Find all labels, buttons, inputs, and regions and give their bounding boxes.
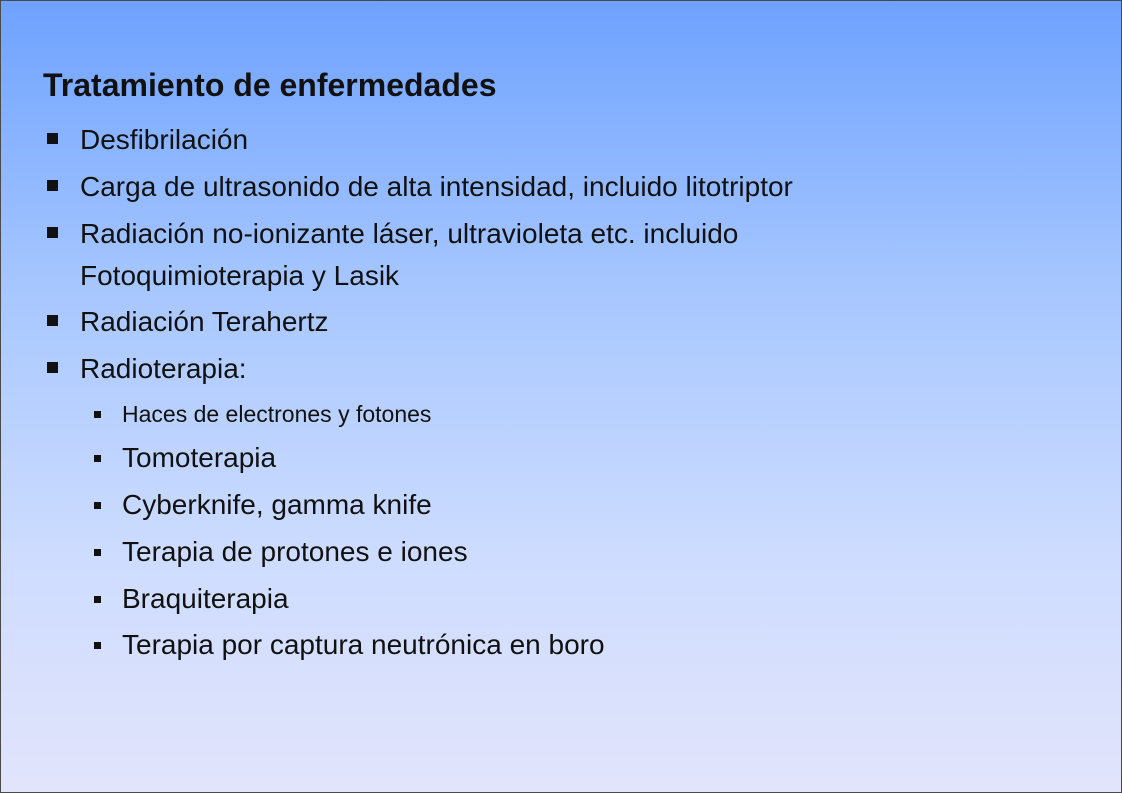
bullet-list bbox=[1, 1, 1121, 792]
sub-bullet-text: Tomoterapia bbox=[122, 442, 277, 473]
bullet-item bbox=[80, 301, 329, 343]
bullet-text: Radioterapia: bbox=[80, 353, 247, 384]
sub-bullet-item bbox=[122, 578, 289, 620]
sub-bullet-text: Haces de electrones y fotones bbox=[122, 401, 432, 427]
sub-bullet-item bbox=[122, 531, 468, 573]
bullet-text: Radiación Terahertz bbox=[80, 306, 329, 337]
square-bullet-icon bbox=[94, 596, 101, 603]
bullet-text: Radiación no-ionizante láser, ultravioleta etc. incluido bbox=[80, 218, 739, 249]
square-bullet-icon bbox=[47, 227, 58, 238]
bullet-item bbox=[80, 348, 247, 390]
bullet-continuation bbox=[80, 255, 399, 297]
bullet-item bbox=[80, 213, 738, 255]
square-bullet-icon bbox=[94, 642, 101, 649]
bullet-text: Desfibrilación bbox=[80, 124, 249, 155]
sub-bullet-text: Braquiterapia bbox=[122, 583, 289, 614]
sub-bullet-text: Terapia por captura neutrónica en boro bbox=[122, 629, 605, 660]
sub-bullet-item bbox=[122, 624, 605, 666]
sub-bullet-item bbox=[122, 437, 276, 479]
bullet-text: Fotoquimioterapia y Lasik bbox=[80, 260, 400, 291]
slide-title: Tratamiento de enfermedades bbox=[43, 67, 497, 103]
sub-bullet-item bbox=[122, 484, 432, 526]
square-bullet-icon bbox=[94, 549, 101, 556]
square-bullet-icon bbox=[47, 133, 58, 144]
bullet-item bbox=[80, 119, 248, 161]
square-bullet-icon bbox=[94, 411, 101, 418]
sub-bullet-text: Terapia de protones e iones bbox=[122, 536, 468, 567]
bullet-text: Carga de ultrasonido de alta intensidad, incluido litotriptor bbox=[80, 171, 793, 202]
bullet-item bbox=[80, 166, 793, 208]
square-bullet-icon bbox=[47, 362, 58, 373]
square-bullet-icon bbox=[47, 315, 58, 326]
sub-bullet-item bbox=[122, 397, 431, 431]
sub-bullet-text: Cyberknife, gamma knife bbox=[122, 489, 432, 520]
square-bullet-icon bbox=[47, 180, 58, 191]
square-bullet-icon bbox=[94, 455, 101, 462]
square-bullet-icon bbox=[94, 502, 101, 509]
